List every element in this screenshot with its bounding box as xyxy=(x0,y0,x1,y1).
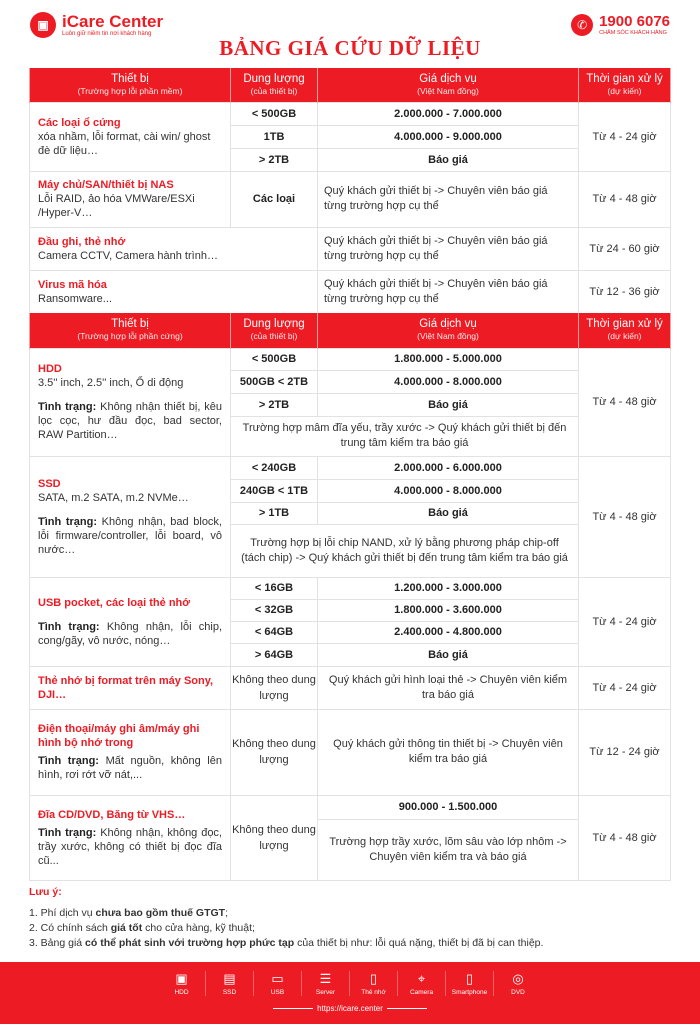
smartphone-icon: ▯ xyxy=(465,971,474,986)
price-cell: 900.000 - 1.500.000 xyxy=(318,795,579,819)
dvd-icon: ◎ xyxy=(512,971,524,986)
device-cell: USB pocket, các loại thẻ nhớ Tình trạng: Không nhận, lỗi chip, cong/gãy, vô nước, nóng… xyxy=(30,577,231,666)
time-cell: Từ 12 - 24 giờ xyxy=(579,709,671,795)
time-cell: Từ 12 - 36 giờ xyxy=(579,270,671,313)
price-cell: Báo giá xyxy=(318,643,579,666)
capacity-cell: Các loại xyxy=(231,171,318,227)
footer xyxy=(0,962,700,1024)
footer-ssd: ▤ SSD xyxy=(206,971,254,996)
device-cell: SSD SATA, m.2 SATA, m.2 NVMe… Tình trạng: Không nhận, bad block, lỗi firmware/controller, lỗi board, vô nước… xyxy=(30,456,231,577)
notes-section xyxy=(29,885,543,951)
price-cell: Quý khách gửi thông tin thiết bị -> Chuyên viên kiểm tra báo giá xyxy=(318,709,579,795)
col-capacity: Dung lượng (của thiết bị) xyxy=(231,313,318,348)
table-row xyxy=(30,227,671,270)
price-cell: 4.000.000 - 8.000.000 xyxy=(318,479,579,502)
col-time: Thời gian xử lý (dự kiến) xyxy=(579,313,671,348)
price-cell: 1.800.000 - 3.600.000 xyxy=(318,599,579,621)
capacity-cell: > 64GB xyxy=(231,643,318,666)
ssd-icon: ▤ xyxy=(223,971,236,986)
usb-icon: ▭ xyxy=(271,971,284,986)
capacity-cell: < 240GB xyxy=(231,456,318,479)
table-row xyxy=(30,709,671,795)
table-row xyxy=(30,348,671,370)
price-cell: 1.200.000 - 3.000.000 xyxy=(318,577,579,599)
table-row xyxy=(30,666,671,709)
time-cell: Từ 24 - 60 giờ xyxy=(579,227,671,270)
capacity-cell: < 64GB xyxy=(231,621,318,643)
capacity-cell: Không theo dung lượng xyxy=(231,709,318,795)
capacity-cell: > 2TB xyxy=(231,393,318,416)
table-header xyxy=(30,313,671,348)
time-cell: Từ 4 - 24 giờ xyxy=(579,102,671,171)
brand-logo xyxy=(30,12,163,38)
footer-hdd: ▣ HDD xyxy=(158,971,206,996)
price-cell: Báo giá xyxy=(318,393,579,416)
device-cell: Virus mã hóa Ransomware... xyxy=(30,270,318,313)
price-cell: Quý khách gửi hình loại thẻ -> Chuyên viên kiểm tra báo giá xyxy=(318,666,579,709)
price-cell: Quý khách gửi thiết bị -> Chuyên viên báo giá từng trường hợp cụ thể xyxy=(318,227,579,270)
logo-icon: ▣ xyxy=(30,12,56,38)
price-cell: Báo giá xyxy=(318,148,579,171)
footer-usb: ▭ USB xyxy=(254,971,302,996)
hotline-number[interactable]: 1900 6076 xyxy=(599,13,670,30)
capacity-cell: Không theo dung lượng xyxy=(231,795,318,880)
price-cell: Quý khách gửi thiết bị -> Chuyên viên báo giá từng trường hợp cụ thể xyxy=(318,171,579,227)
camera-icon: ⌖ xyxy=(417,971,426,986)
table-row xyxy=(30,577,671,599)
hotline-label: CHĂM SÓC KHÁCH HÀNG xyxy=(599,30,667,36)
time-cell: Từ 4 - 48 giờ xyxy=(579,171,671,227)
device-cell: HDD 3.5'' inch, 2.5'' inch, Ổ di động Tình trạng: Không nhận thiết bị, kêu lọc cọc, hư đầu đọc, bad sector, RAW Partition… xyxy=(30,348,231,456)
hotline[interactable] xyxy=(571,14,670,36)
table-row xyxy=(30,456,671,479)
capacity-cell: < 500GB xyxy=(231,348,318,370)
footer-memory-card: ▯ Thẻ nhớ xyxy=(350,971,398,996)
price-cell: 2.400.000 - 4.800.000 xyxy=(318,621,579,643)
table-header xyxy=(30,68,671,102)
memory-card-icon: ▯ xyxy=(369,971,378,986)
col-price: Giá dịch vụ (Việt Nam đồng) xyxy=(318,313,579,348)
time-cell: Từ 4 - 24 giờ xyxy=(579,577,671,666)
col-capacity: Dung lượng (của thiết bị) xyxy=(231,68,318,102)
capacity-cell: 500GB < 2TB xyxy=(231,370,318,393)
col-device: Thiết bị (Trường hợp lỗi phần cứng) xyxy=(30,313,231,348)
phone-icon: ✆ xyxy=(571,14,593,36)
col-device: Thiết bị (Trường hợp lỗi phần mềm) xyxy=(30,68,231,102)
capacity-cell: Không theo dung lượng xyxy=(231,666,318,709)
page-title: BẢNG GIÁ CỨU DỮ LIỆU xyxy=(219,36,481,60)
time-cell: Từ 4 - 48 giờ xyxy=(579,456,671,577)
device-cell: Máy chủ/SAN/thiết bị NAS Lỗi RAID, ảo hóa VMWare/ESXi /Hyper-V… xyxy=(30,171,231,227)
device-cell: Điện thoại/máy ghi âm/máy ghi hình bộ nhớ trong Tình trạng: Mất nguồn, không lên hình, rơi rớt vỡ nát,... xyxy=(30,709,231,795)
capacity-cell: > 2TB xyxy=(231,148,318,171)
price-cell: 4.000.000 - 9.000.000 xyxy=(318,125,579,148)
device-cell: Đầu ghi, thẻ nhớ Camera CCTV, Camera hành trình… xyxy=(30,227,318,270)
server-icon: ☰ xyxy=(319,971,332,986)
price-cell: Quý khách gửi thiết bị -> Chuyên viên báo giá từng trường hợp cụ thể xyxy=(318,270,579,313)
hardware-price-table xyxy=(29,313,671,881)
price-cell: 2.000.000 - 6.000.000 xyxy=(318,456,579,479)
price-cell: 4.000.000 - 8.000.000 xyxy=(318,370,579,393)
capacity-cell: > 1TB xyxy=(231,502,318,524)
time-cell: Từ 4 - 48 giờ xyxy=(579,348,671,456)
note-cell: Trường hợp trầy xước, lõm sâu vào lớp nhôm -> Chuyên viên kiểm tra và báo giá xyxy=(318,819,579,880)
capacity-cell: 1TB xyxy=(231,125,318,148)
table-row xyxy=(30,270,671,313)
brand-name: iCare Center xyxy=(62,12,164,31)
note-item: 3. Bảng giá có thể phát sinh với trường hợp phức tạp của thiết bị như: lỗi quá nặng, thiết bị đã bị can thiệp. xyxy=(29,937,544,949)
capacity-cell: < 500GB xyxy=(231,102,318,125)
footer-dvd: ◎ DVD xyxy=(494,971,542,996)
footer-server: ☰ Server xyxy=(302,971,350,996)
note-item: 1. Phí dịch vụ chưa bao gồm thuế GTGT; xyxy=(29,907,228,919)
table-row xyxy=(30,795,671,819)
time-cell: Từ 4 - 24 giờ xyxy=(579,666,671,709)
website-link[interactable]: https://icare.center xyxy=(317,1004,383,1013)
capacity-cell: < 32GB xyxy=(231,599,318,621)
note-item: 2. Có chính sách giá tốt cho cửa hàng, kỹ thuật; xyxy=(29,922,255,934)
col-time: Thời gian xử lý (dự kiến) xyxy=(579,68,671,102)
price-cell: 2.000.000 - 7.000.000 xyxy=(318,102,579,125)
note-cell: Trường hợp mâm đĩa yếu, trầy xước -> Quý khách gửi thiết bị đến trung tâm kiểm tra báo giá xyxy=(231,416,579,456)
footer-camera: ⌖ Camera xyxy=(398,971,446,996)
note-cell: Trường hợp bị lỗi chip NAND, xử lý bằng phương pháp chip-off (tách chip) -> Quý khách gửi thiết bị đến trung tâm kiểm tra báo giá xyxy=(231,524,579,577)
brand-slogan: Luôn giữ niềm tin nơi khách hàng xyxy=(62,31,152,37)
capacity-cell: < 16GB xyxy=(231,577,318,599)
device-cell: Các loại ổ cứng xóa nhầm, lỗi format, cài win/ ghost đè dữ liệu… xyxy=(30,102,231,171)
table-row xyxy=(30,171,671,227)
notes-heading: Lưu ý: xyxy=(29,886,62,898)
col-price: Giá dịch vụ (Việt Nam đồng) xyxy=(318,68,579,102)
table-row xyxy=(30,102,671,125)
time-cell: Từ 4 - 48 giờ xyxy=(579,795,671,880)
capacity-cell: 240GB < 1TB xyxy=(231,479,318,502)
hdd-icon: ▣ xyxy=(175,971,188,986)
price-cell: 1.800.000 - 5.000.000 xyxy=(318,348,579,370)
price-cell: Báo giá xyxy=(318,502,579,524)
device-cell: Đĩa CD/DVD, Băng từ VHS… Tình trạng: Không nhận, không đọc, trầy xước, không có thiết bị đọc đĩa cũ... xyxy=(30,795,231,880)
device-cell: Thẻ nhớ bị format trên máy Sony, DJI… xyxy=(30,666,231,709)
footer-smartphone: ▯ Smartphone xyxy=(446,971,494,996)
software-price-table xyxy=(29,68,671,314)
